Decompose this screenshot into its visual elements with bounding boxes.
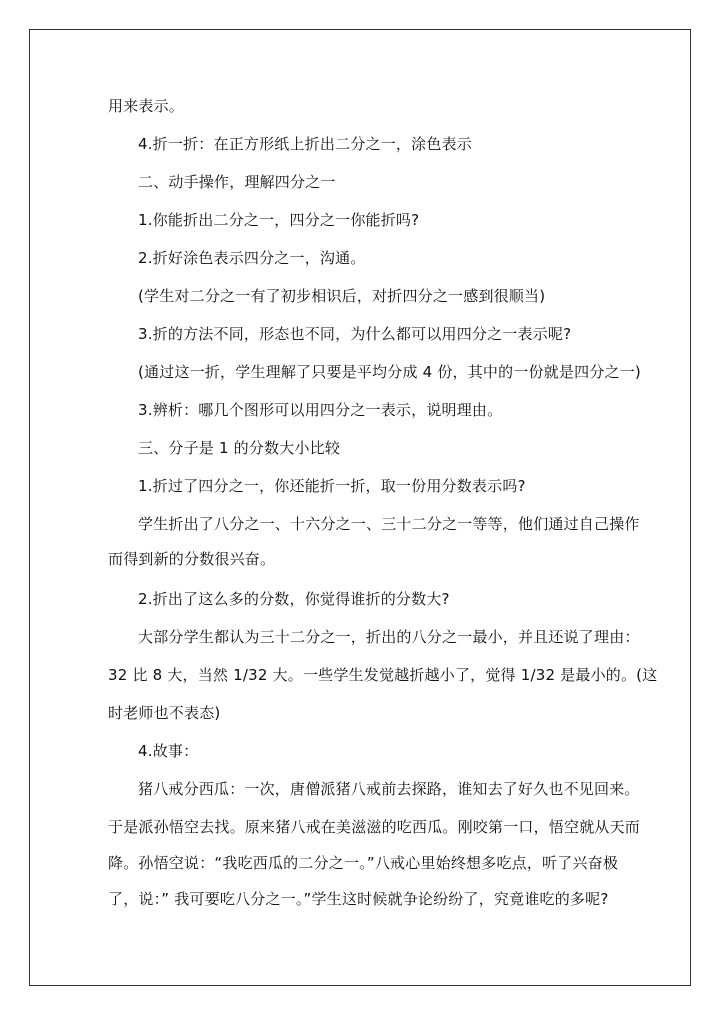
text-line-4: 1.你能折出二分之一，四分之一你能折吗? (138, 211, 420, 229)
text-line-20: 于是派孙悟空去找。原来猪八戒在美滋滋的吃西瓜。刚咬第一口，悟空就从天而 (108, 818, 641, 836)
text-line-1: 用来表示。 (108, 97, 185, 115)
section-heading-3: 三、分子是 1 的分数大小比较 (138, 439, 341, 457)
text-line-11: 1.折过了四分之一，你还能折一折，取一份用分数表示吗? (138, 477, 526, 495)
text-line-14: 2.折出了这么多的分数，你觉得谁折的分数大? (138, 590, 450, 608)
text-line-8: (通过这一折，学生理解了只要是平均分成 4 份，其中的一份就是四分之一) (138, 363, 641, 381)
text-line-13: 而得到新的分数很兴奋。 (108, 550, 276, 568)
text-line-5: 2.折好涂色表示四分之一，沟通。 (138, 249, 366, 267)
text-line-18: 4.故事： (138, 742, 199, 760)
text-line-2: 4.折一折：在正方形纸上折出二分之一，涂色表示 (138, 135, 472, 153)
text-line-9: 3.辨析：哪几个图形可以用四分之一表示，说明理由。 (138, 401, 503, 419)
text-line-17: 时老师也不表态) (108, 704, 221, 722)
text-line-6: (学生对二分之一有了初步相识后，对折四分之一感到很顺当) (138, 287, 546, 305)
section-heading-2: 二、动手操作，理解四分之一 (138, 173, 336, 191)
text-line-19: 猪八戒分西瓜：一次，唐僧派猪八戒前去探路，谁知去了好久也不见回来。 (138, 780, 640, 798)
text-line-12: 学生折出了八分之一、十六分之一、三十二分之一等等，他们通过自己操作 (138, 515, 640, 533)
text-line-15: 大部分学生都认为三十二分之一，折出的八分之一最小，并且还说了理由： (138, 628, 640, 646)
text-line-7: 3.折的方法不同，形态也不同，为什么都可以用四分之一表示呢? (138, 325, 572, 343)
text-line-22: 了，说：” 我可要吃八分之一。”学生这时候就争论纷纷了，究竟谁吃的多呢? (108, 890, 609, 908)
text-line-16: 32 比 8 大，当然 1/32 大。一些学生发觉越折越小了，觉得 1/32 是最小的。(这 (108, 666, 658, 684)
text-line-21: 降。孙悟空说：“我吃西瓜的二分之一。”八戒心里始终想多吃点，听了兴奋极 (108, 854, 619, 872)
